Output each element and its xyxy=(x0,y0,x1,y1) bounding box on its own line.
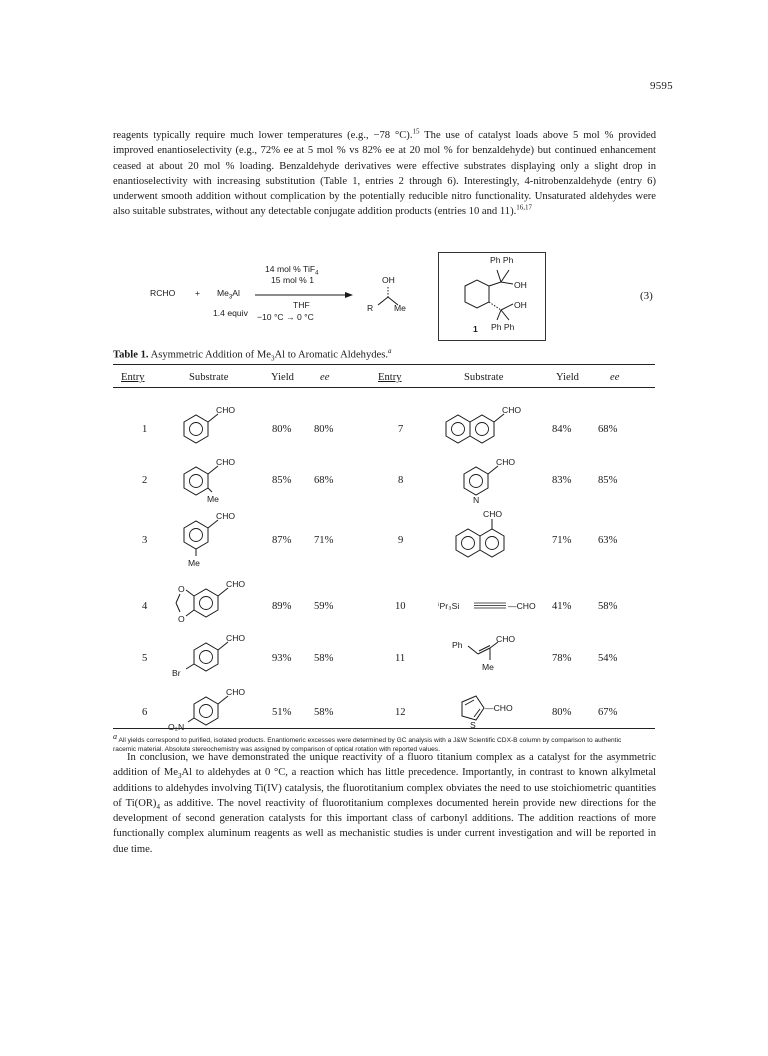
structure-entry-10 xyxy=(436,594,546,621)
condition-catalyst: 14 mol % TiF$_4$ xyxy=(265,264,319,277)
entry-6: 6 xyxy=(142,707,148,718)
structure-entry-2 xyxy=(172,452,252,509)
equation-number: (3) xyxy=(640,290,653,302)
svg-text:CHO: CHO xyxy=(496,457,516,467)
structure-entry-4 xyxy=(166,576,256,631)
entry-7: 7 xyxy=(398,424,404,435)
yield-9: 71% xyxy=(552,535,572,546)
yield-7: 84% xyxy=(552,424,572,435)
structure-entry-9 xyxy=(452,506,532,571)
entry-4: 4 xyxy=(142,601,148,612)
svg-text:ⁱPr₃Si: ⁱPr₃Si xyxy=(438,601,460,611)
svg-text:CHO: CHO xyxy=(496,634,516,644)
conclusion-paragraph: In conclusion, we have demonstrated the unique reactivity of a fluoro titanium complex as a catalyst for the asymmetric addition of $Me_3Al$ to aldehydes at 0 °C, a reaction which has little precedence. Importantly, in contrast to known alkylmetal additions to aldehydes involving Ti(IV) catalysis, the fluorotitanium complex obviates the need to use stoichiometric quantities of $Ti(OR)_4$ as additive. The novel reactivity of fluorotitanium complexes documented herein provide new directions for the development of second generation catalysts for this important class of carbonyl additions. The addition reactions of more functionally complex aluminum reagents as well as mechanistic studies is under current investigation and will be reported in due time. xyxy=(113,752,656,855)
ligand-oh-2: OH xyxy=(514,300,527,310)
svg-text:CHO: CHO xyxy=(226,687,246,697)
structure-entry-3 xyxy=(172,506,252,575)
svg-text:O: O xyxy=(178,584,185,594)
table-bottom-rule xyxy=(113,728,655,729)
svg-text:Me: Me xyxy=(188,558,200,568)
ee-9: 63% xyxy=(598,535,618,546)
svg-text:CHO: CHO xyxy=(216,457,236,467)
intro-text-2: The use of catalyst loads above 5 mol % provided improved enantioselectivity (e.g., 72% ee at 5 mol % vs 82% ee at 20 mol % for benzaldehyde) but continued enhancement ceased at about 20 mol % loading. Benzaldehyde derivatives were effective substrates displaying only a slight drop in enantioselectivity with increasing substitution (Table 1, entries 2 through 6). Interestingly, 4-nitrobenzaldehyde (entry 6) underwent smooth addition without complication by the potentially reducible nitro functionality. Unsaturated aldehydes were also suitable substrates, without any detectable conjugate addition products (entries 10 and 11). xyxy=(113,130,656,218)
ligand-label: 1 xyxy=(473,324,478,334)
yield-4: 89% xyxy=(272,601,292,612)
ee-11: 54% xyxy=(598,653,618,664)
entry-11: 11 xyxy=(395,653,406,664)
condition-solvent: THF xyxy=(293,300,310,310)
reaction-scheme xyxy=(113,250,673,340)
product-me: Me xyxy=(394,303,406,313)
yield-5: 93% xyxy=(272,653,292,664)
header-yield-left: Yield xyxy=(271,372,294,383)
ee-2: 68% xyxy=(314,475,334,486)
svg-text:Br: Br xyxy=(172,668,181,678)
ligand-oh-1: OH xyxy=(514,280,527,290)
entry-1: 1 xyxy=(142,424,148,435)
reagent-equiv: 1.4 equiv xyxy=(213,308,248,318)
svg-text:CHO: CHO xyxy=(226,633,246,643)
entry-12: 12 xyxy=(395,707,406,718)
yield-2: 85% xyxy=(272,475,292,486)
svg-text:CHO: CHO xyxy=(483,509,503,519)
ee-3: 71% xyxy=(314,535,334,546)
product-r: R xyxy=(367,303,374,313)
ee-1: 80% xyxy=(314,424,334,435)
condition-temperature: −10 °C → 0 °C xyxy=(257,312,314,322)
svg-text:—CHO: —CHO xyxy=(485,703,513,713)
yield-1: 80% xyxy=(272,424,292,435)
svg-text:Me: Me xyxy=(482,662,494,672)
product-oh: OH xyxy=(382,275,395,285)
table-top-rule xyxy=(113,364,655,365)
header-ee-right: ee xyxy=(610,372,620,383)
header-yield-right: Yield xyxy=(556,372,579,383)
ee-8: 85% xyxy=(598,475,618,486)
ee-10: 58% xyxy=(598,601,618,612)
reference-15: 15 xyxy=(412,127,420,136)
yield-6: 51% xyxy=(272,707,292,718)
intro-paragraph xyxy=(113,128,656,220)
entry-9: 9 xyxy=(398,535,404,546)
svg-text:O: O xyxy=(178,614,185,624)
reference-16-17: 16,17 xyxy=(516,203,532,212)
header-substrate-right: Substrate xyxy=(464,372,504,383)
svg-text:N: N xyxy=(473,495,480,504)
entry-5: 5 xyxy=(142,653,148,664)
yield-12: 80% xyxy=(552,707,572,718)
ee-7: 68% xyxy=(598,424,618,435)
condition-ligand: 15 mol % 1 xyxy=(271,275,314,285)
ee-5: 58% xyxy=(314,653,334,664)
svg-text:Me: Me xyxy=(207,494,219,504)
entry-10: 10 xyxy=(395,601,406,612)
header-entry-right: Entry xyxy=(378,372,402,383)
structure-entry-7 xyxy=(440,400,540,455)
ligand-ph-top: Ph Ph xyxy=(490,255,514,265)
entry-8: 8 xyxy=(398,475,404,486)
table-footnote: $^a$ All yields correspond to purified, isolated products. Enantiomeric excesses were determined by GC analysis with a J&W Scientific CDX-B column by comparison to authentic racemic material. Absolute stereochemistry was assigned by comparison of optical rotation with reported values. xyxy=(113,732,622,753)
ee-4: 59% xyxy=(314,601,334,612)
structure-entry-1 xyxy=(172,400,252,455)
entry-3: 3 xyxy=(142,535,148,546)
structure-entry-12 xyxy=(450,684,530,739)
svg-text:—CHO: —CHO xyxy=(508,601,536,611)
intro-text-1: reagents typically require much lower temperatures (e.g., −78 °C). xyxy=(113,130,413,141)
svg-text:Ph: Ph xyxy=(452,640,463,650)
svg-text:CHO: CHO xyxy=(502,405,522,415)
reaction-arrow xyxy=(253,290,353,300)
svg-text:S: S xyxy=(470,720,476,730)
structure-entry-5 xyxy=(166,630,256,685)
plus-sign: + xyxy=(195,288,201,298)
yield-11: 78% xyxy=(552,653,572,664)
reactant-rcho: RCHO xyxy=(150,288,176,298)
svg-text:CHO: CHO xyxy=(216,405,236,415)
table-header-rule xyxy=(113,387,655,388)
ligand-ph-bottom: Ph Ph xyxy=(491,322,515,332)
entry-2: 2 xyxy=(142,475,148,486)
header-entry-left: Entry xyxy=(121,372,145,383)
structure-entry-6 xyxy=(166,684,256,739)
yield-10: 41% xyxy=(552,601,572,612)
structure-entry-8 xyxy=(452,452,532,509)
yield-3: 87% xyxy=(272,535,292,546)
svg-text:CHO: CHO xyxy=(216,511,236,521)
ee-6: 58% xyxy=(314,707,334,718)
header-substrate-left: Substrate xyxy=(189,372,229,383)
structure-entry-11 xyxy=(450,630,530,685)
table-caption: Table 1. Asymmetric Addition of $Me_3Al$ to Aromatic Aldehydes.$^a$ xyxy=(113,347,392,363)
page-number: 9595 xyxy=(650,80,673,92)
svg-text:CHO: CHO xyxy=(226,579,246,589)
ee-12: 67% xyxy=(598,707,618,718)
header-ee-left: ee xyxy=(320,372,330,383)
yield-8: 83% xyxy=(552,475,572,486)
reagent-me3al: $Me_3Al$ xyxy=(217,288,240,301)
svg-text:O₂N: O₂N xyxy=(168,722,185,732)
